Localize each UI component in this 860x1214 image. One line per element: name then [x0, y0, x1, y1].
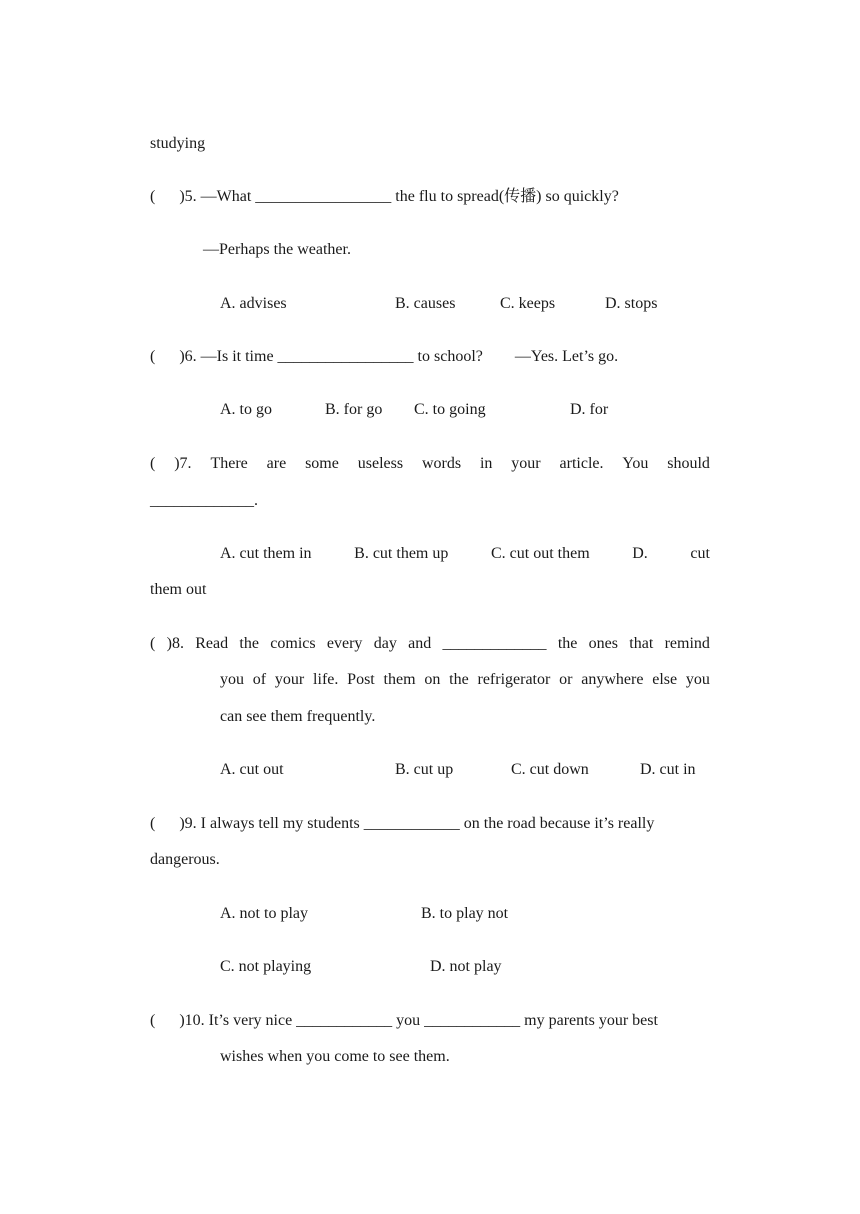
word: refrigerator	[477, 671, 551, 688]
word: should	[667, 455, 710, 472]
question-7-option-b: B. cut them up	[354, 545, 449, 562]
word: (	[150, 635, 156, 652]
question-8-stem-line2	[220, 670, 710, 690]
question-8-option-a: A. cut out	[220, 761, 284, 778]
word: you	[220, 671, 244, 688]
question-8-stem-line3: can see them frequently.	[220, 708, 376, 725]
word: _____________	[442, 635, 547, 652]
word: life.	[313, 671, 339, 688]
word: Read	[195, 635, 229, 652]
question-5-option-d: D. stops	[605, 295, 658, 312]
question-8-stem	[150, 634, 710, 654]
word: the	[557, 635, 578, 652]
word: that	[629, 635, 654, 652]
word: (	[150, 455, 156, 472]
question-7-option-d: D.	[632, 545, 648, 562]
question-5-stem: ( )5. —What _________________ the flu to spread(传播) so quickly?	[150, 188, 619, 205]
question-6-option-b: B. for go	[325, 401, 383, 418]
question-9-option-d: D. not play	[430, 958, 502, 975]
question-9-stem-line2: dangerous.	[150, 851, 220, 868]
word: )7.	[174, 455, 192, 472]
word: every	[326, 635, 363, 652]
question-6-option-a: A. to go	[220, 401, 272, 418]
question-7-option-d-cont: them out	[150, 581, 207, 598]
word: ones	[588, 635, 618, 652]
question-6-option-c: C. to going	[414, 401, 486, 418]
question-5-option-b: B. causes	[395, 295, 456, 312]
word: some	[305, 455, 339, 472]
question-7-option-d-text: cut	[690, 545, 710, 562]
question-10-stem: ( )10. It’s very nice ____________ you ____________ my parents your best	[150, 1012, 658, 1029]
word: you	[685, 671, 710, 688]
question-6-stem: ( )6. —Is it time _________________ to school? —Yes. Let’s go.	[150, 348, 619, 365]
question-7-option-a: A. cut them in	[220, 545, 312, 562]
question-9-option-a: A. not to play	[220, 905, 308, 922]
question-8-option-c: C. cut down	[511, 761, 589, 778]
word: in	[479, 455, 493, 472]
word: else	[652, 671, 678, 688]
word: article.	[559, 455, 604, 472]
word: You	[622, 455, 649, 472]
word: Post	[347, 671, 375, 688]
word: your	[274, 671, 305, 688]
question-5-option-c: C. keeps	[500, 295, 556, 312]
word: day	[373, 635, 397, 652]
question-7-stem	[150, 454, 710, 474]
word: useless	[357, 455, 404, 472]
question-9-stem: ( )9. I always tell my students ____________ on the road because it’s really	[150, 815, 655, 832]
question-7-stem-line2: _____________.	[150, 492, 258, 509]
word: )8.	[166, 635, 184, 652]
question-9-option-c: C. not playing	[220, 958, 312, 975]
word: anywhere	[581, 671, 644, 688]
word: or	[559, 671, 573, 688]
word: There	[210, 455, 248, 472]
question-8-option-b: B. cut up	[395, 761, 454, 778]
word: on	[424, 671, 441, 688]
word: words	[421, 455, 462, 472]
question-5-reply: —Perhaps the weather.	[203, 241, 351, 258]
word: comics	[270, 635, 316, 652]
question-7-options	[220, 544, 710, 564]
question-5-option-a: A. advises	[220, 295, 287, 312]
question-9-option-b: B. to play not	[421, 905, 509, 922]
word: your	[511, 455, 541, 472]
word: are	[266, 455, 287, 472]
word: them	[383, 671, 416, 688]
word: the	[239, 635, 259, 652]
question-7-option-c: C. cut out them	[490, 545, 590, 562]
word: of	[252, 671, 267, 688]
question-6-option-d: D. for	[570, 401, 609, 418]
word: and	[408, 635, 432, 652]
question-10-stem-line2: wishes when you come to see them.	[220, 1048, 450, 1065]
word: the	[449, 671, 469, 688]
word: remind	[664, 635, 710, 652]
question-8-option-d: D. cut in	[640, 761, 696, 778]
carry-over-text: studying	[150, 135, 206, 152]
